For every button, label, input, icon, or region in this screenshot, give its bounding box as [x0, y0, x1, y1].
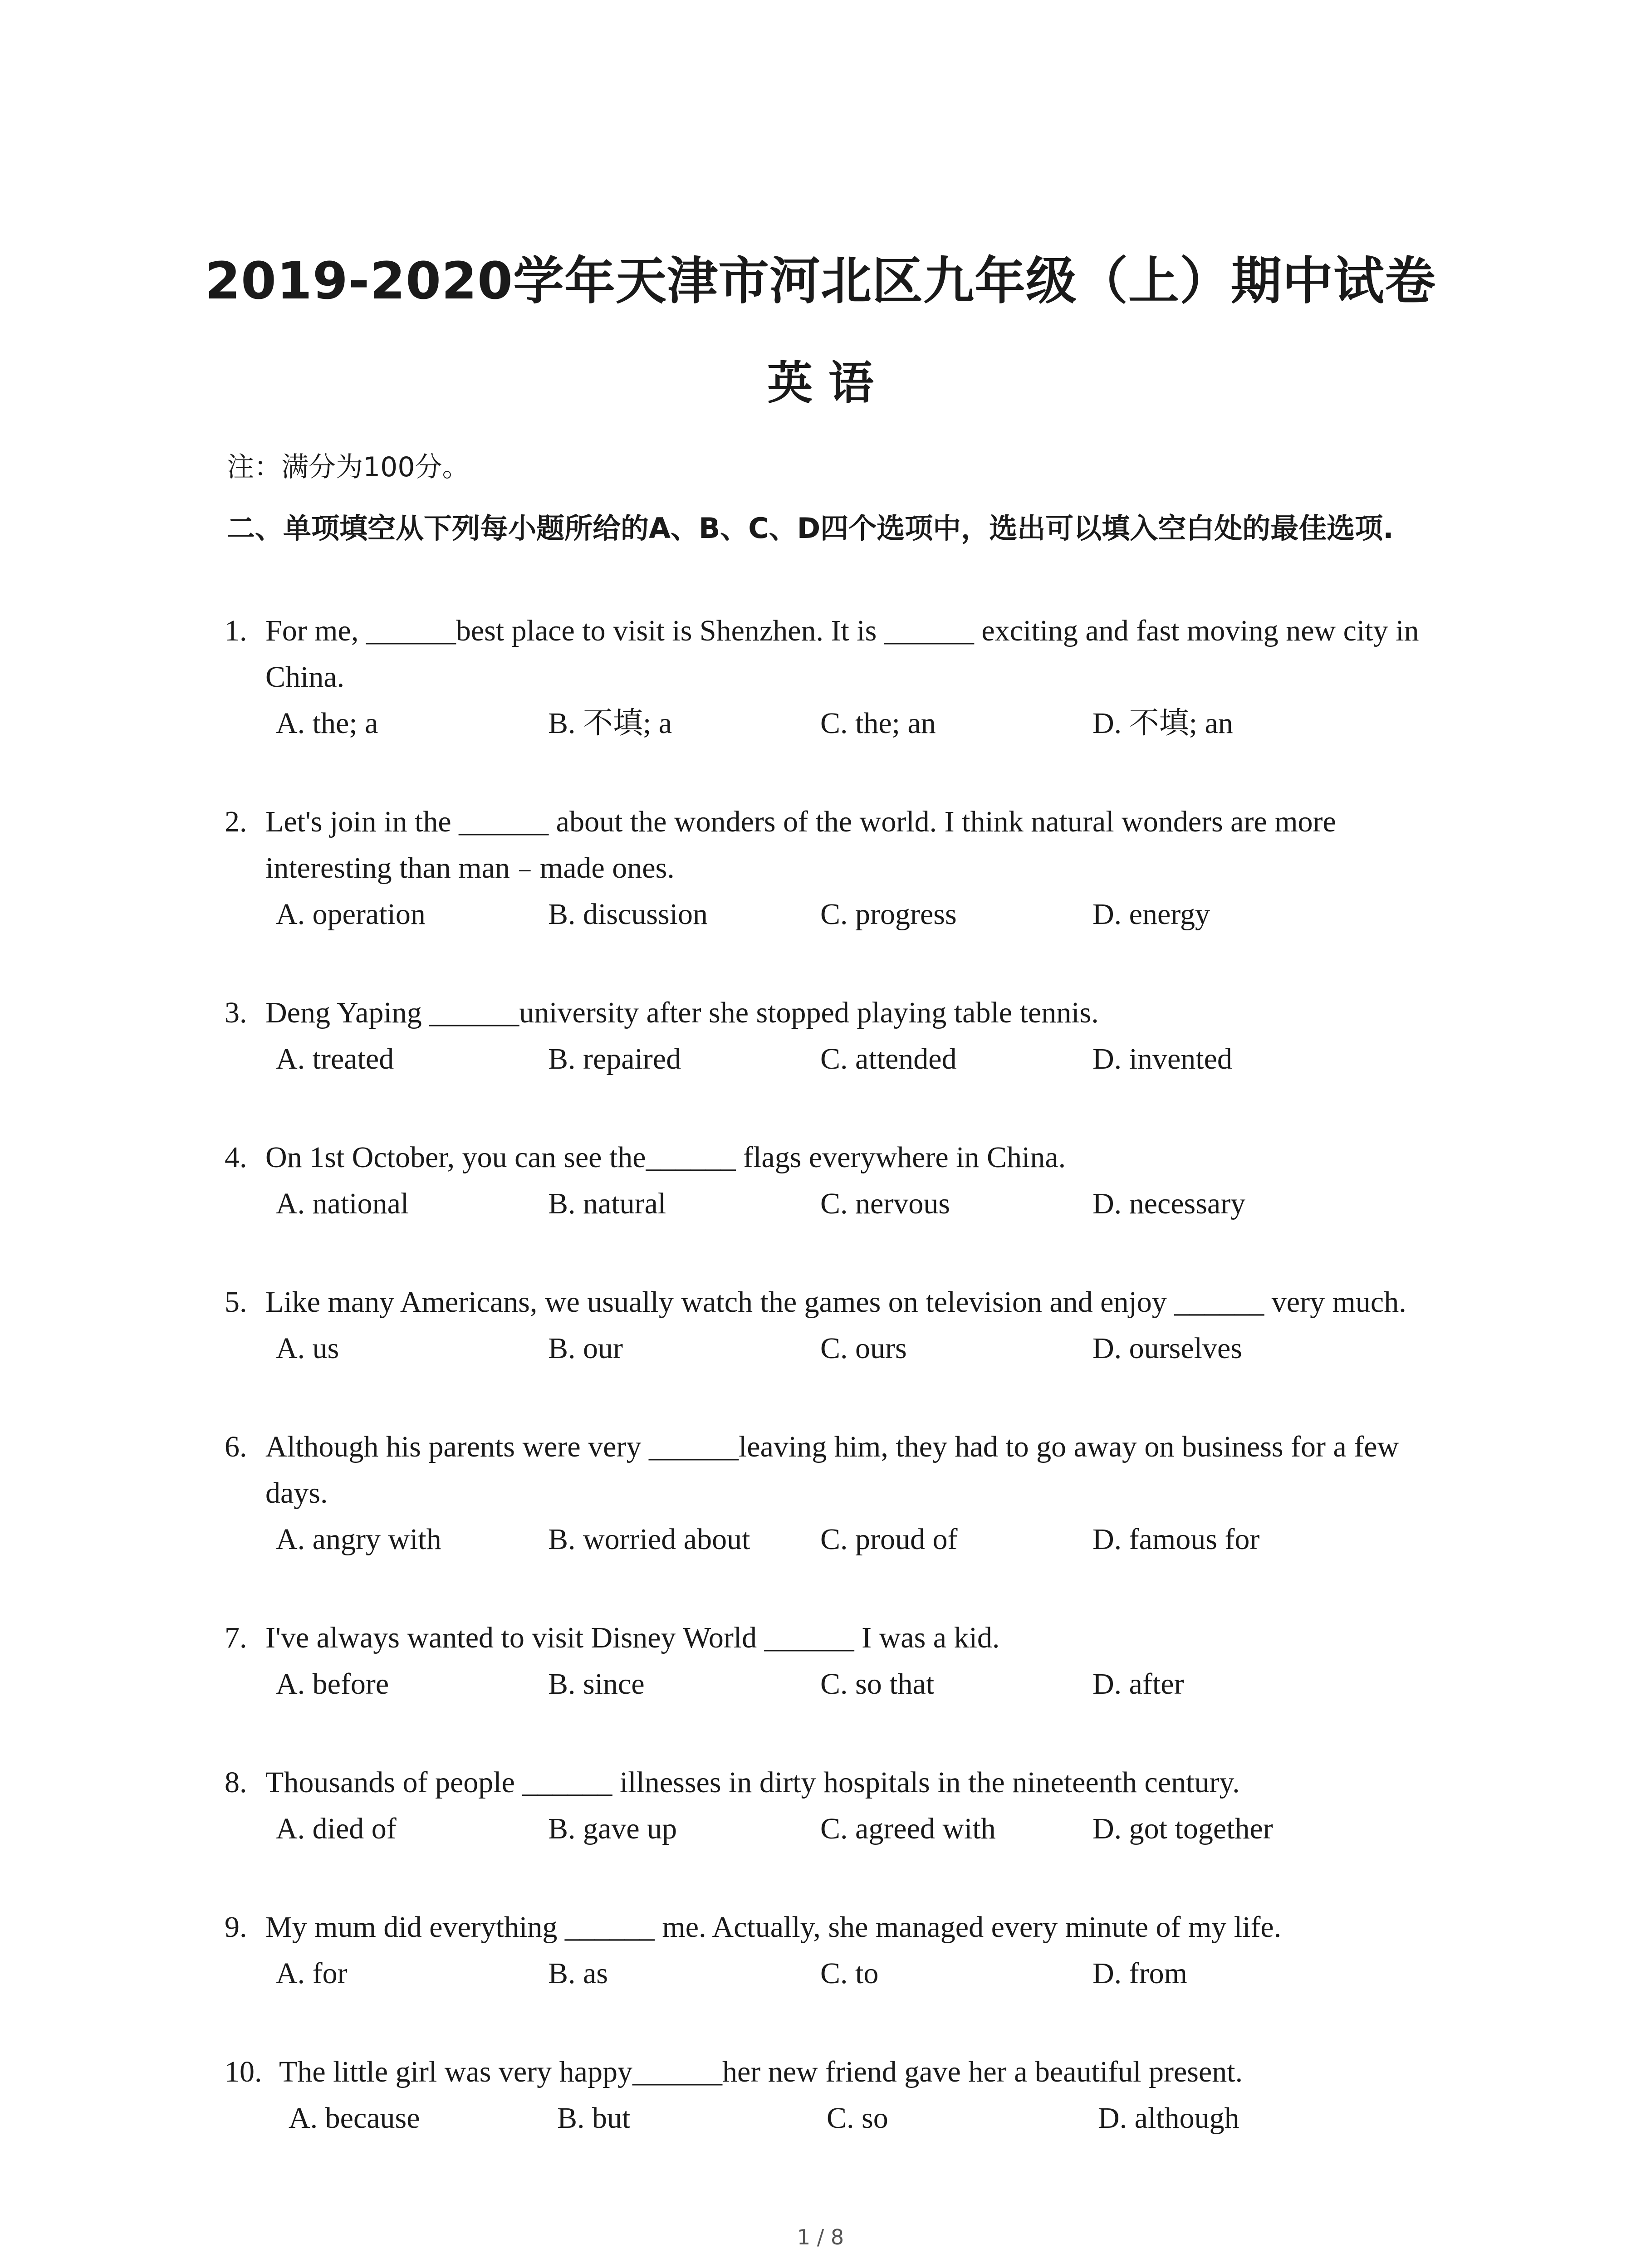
- options-row: [0, 1325, 1641, 1372]
- question-stem: [0, 1760, 1641, 1806]
- question-stem: [0, 1424, 1641, 1516]
- question-number: 6.: [225, 1430, 247, 1463]
- option-c[interactable]: C. so that: [820, 1667, 935, 1701]
- option-c[interactable]: C. so: [827, 2102, 888, 2135]
- options-row: [0, 1516, 1641, 1563]
- question-2: [0, 799, 1641, 938]
- option-c[interactable]: C. to: [820, 1957, 879, 1990]
- option-b[interactable]: B. discussion: [548, 898, 708, 931]
- question-list: [0, 608, 1641, 2194]
- option-d[interactable]: D. invented: [1092, 1042, 1232, 1075]
- option-b[interactable]: B. natural: [548, 1187, 666, 1220]
- question-stem: [0, 799, 1641, 891]
- question-number: 5.: [225, 1286, 247, 1319]
- option-c[interactable]: C. attended: [820, 1042, 957, 1075]
- section-heading: 二、单项填空从下列每小题所给的A、B、C、D四个选项中，选出可以填入空白处的最佳选项.: [227, 512, 1394, 545]
- page-number: 1 / 8: [797, 2225, 844, 2249]
- question-stem: [0, 1615, 1641, 1661]
- option-b[interactable]: B. as: [548, 1957, 608, 1990]
- question-text: Although his parents were very ______leaving him, they had to go away on business for a few days.: [265, 1430, 1399, 1510]
- question-9: [0, 1904, 1641, 1997]
- question-stem: [0, 1134, 1641, 1181]
- question-3: [0, 990, 1641, 1082]
- question-number: 9.: [225, 1911, 247, 1944]
- question-text: Like many Americans, we usually watch the games on television and enjoy ______ very much.: [265, 1286, 1406, 1319]
- option-d[interactable]: D. from: [1092, 1957, 1187, 1990]
- options-row: [0, 1181, 1641, 1227]
- option-d[interactable]: D. got together: [1092, 1812, 1273, 1845]
- question-text: Thousands of people ______ illnesses in dirty hospitals in the nineteenth century.: [265, 1766, 1240, 1799]
- option-a[interactable]: A. angry with: [276, 1523, 441, 1556]
- question-text: Let's join in the ______ about the wonders of the world. I think natural wonders are more interesting than man﹣made ones.: [265, 805, 1336, 885]
- option-c[interactable]: C. proud of: [820, 1523, 958, 1556]
- option-a[interactable]: A. for: [276, 1957, 348, 1990]
- option-b[interactable]: B. worried about: [548, 1523, 750, 1556]
- option-b[interactable]: B. our: [548, 1332, 623, 1365]
- question-text: On 1st October, you can see the______ flags everywhere in China.: [265, 1141, 1066, 1174]
- option-a[interactable]: A. before: [276, 1667, 389, 1701]
- question-1: [0, 608, 1641, 747]
- option-b[interactable]: B. gave up: [548, 1812, 677, 1845]
- subject-title: 英 语: [767, 357, 874, 410]
- option-b[interactable]: B. 不填; a: [548, 707, 672, 740]
- question-number: 7.: [225, 1621, 247, 1654]
- question-text: For me, ______best place to visit is Shenzhen. It is ______ exciting and fast moving new city in China.: [265, 614, 1419, 694]
- options-row: [0, 1036, 1641, 1082]
- question-5: [0, 1279, 1641, 1372]
- question-stem: [0, 990, 1641, 1036]
- option-a[interactable]: A. because: [289, 2102, 420, 2135]
- options-row: [0, 2095, 1641, 2141]
- option-a[interactable]: A. us: [276, 1332, 339, 1365]
- option-a[interactable]: A. operation: [276, 898, 426, 931]
- options-row: [0, 1950, 1641, 1997]
- question-text: Deng Yaping ______university after she stopped playing table tennis.: [265, 996, 1099, 1029]
- option-d[interactable]: D. after: [1092, 1667, 1184, 1701]
- option-c[interactable]: C. the; an: [820, 707, 936, 740]
- question-8: [0, 1760, 1641, 1852]
- option-c[interactable]: C. agreed with: [820, 1812, 996, 1845]
- option-d[interactable]: D. 不填; an: [1092, 707, 1233, 740]
- question-number: 1.: [225, 614, 247, 647]
- page-title: 2019-2020学年天津市河北区九年级（上）期中试卷: [205, 252, 1436, 311]
- question-number: 10.: [225, 2055, 262, 2088]
- question-number: 4.: [225, 1141, 247, 1174]
- option-d[interactable]: D. famous for: [1092, 1523, 1260, 1556]
- question-text: My mum did everything ______ me. Actually, she managed every minute of my life.: [265, 1911, 1282, 1944]
- question-stem: [0, 1904, 1641, 1950]
- question-stem: [0, 1279, 1641, 1325]
- options-row: [0, 891, 1641, 938]
- options-row: [0, 700, 1641, 747]
- question-text: I've always wanted to visit Disney World ______ I was a kid.: [265, 1621, 1000, 1654]
- option-d[interactable]: D. necessary: [1092, 1187, 1246, 1220]
- question-number: 2.: [225, 805, 247, 838]
- question-number: 8.: [225, 1766, 247, 1799]
- option-c[interactable]: C. ours: [820, 1332, 907, 1365]
- question-7: [0, 1615, 1641, 1707]
- option-d[interactable]: D. although: [1098, 2102, 1239, 2135]
- question-stem: [0, 2049, 1641, 2095]
- options-row: [0, 1806, 1641, 1852]
- score-note: 注：满分为100分。: [227, 451, 470, 483]
- option-a[interactable]: A. died of: [276, 1812, 397, 1845]
- option-a[interactable]: A. treated: [276, 1042, 394, 1075]
- option-b[interactable]: B. repaired: [548, 1042, 681, 1075]
- option-c[interactable]: C. nervous: [820, 1187, 950, 1220]
- option-b[interactable]: B. since: [548, 1667, 645, 1701]
- options-row: [0, 1661, 1641, 1707]
- option-b[interactable]: B. but: [557, 2102, 631, 2135]
- question-stem: [0, 608, 1641, 700]
- option-a[interactable]: A. the; a: [276, 707, 378, 740]
- question-6: [0, 1424, 1641, 1563]
- option-a[interactable]: A. national: [276, 1187, 409, 1220]
- option-c[interactable]: C. progress: [820, 898, 957, 931]
- question-number: 3.: [225, 996, 247, 1029]
- question-4: [0, 1134, 1641, 1227]
- option-d[interactable]: D. energy: [1092, 898, 1210, 931]
- question-10: [0, 2049, 1641, 2141]
- question-text: The little girl was very happy______her new friend gave her a beautiful present.: [279, 2055, 1243, 2088]
- option-d[interactable]: D. ourselves: [1092, 1332, 1242, 1365]
